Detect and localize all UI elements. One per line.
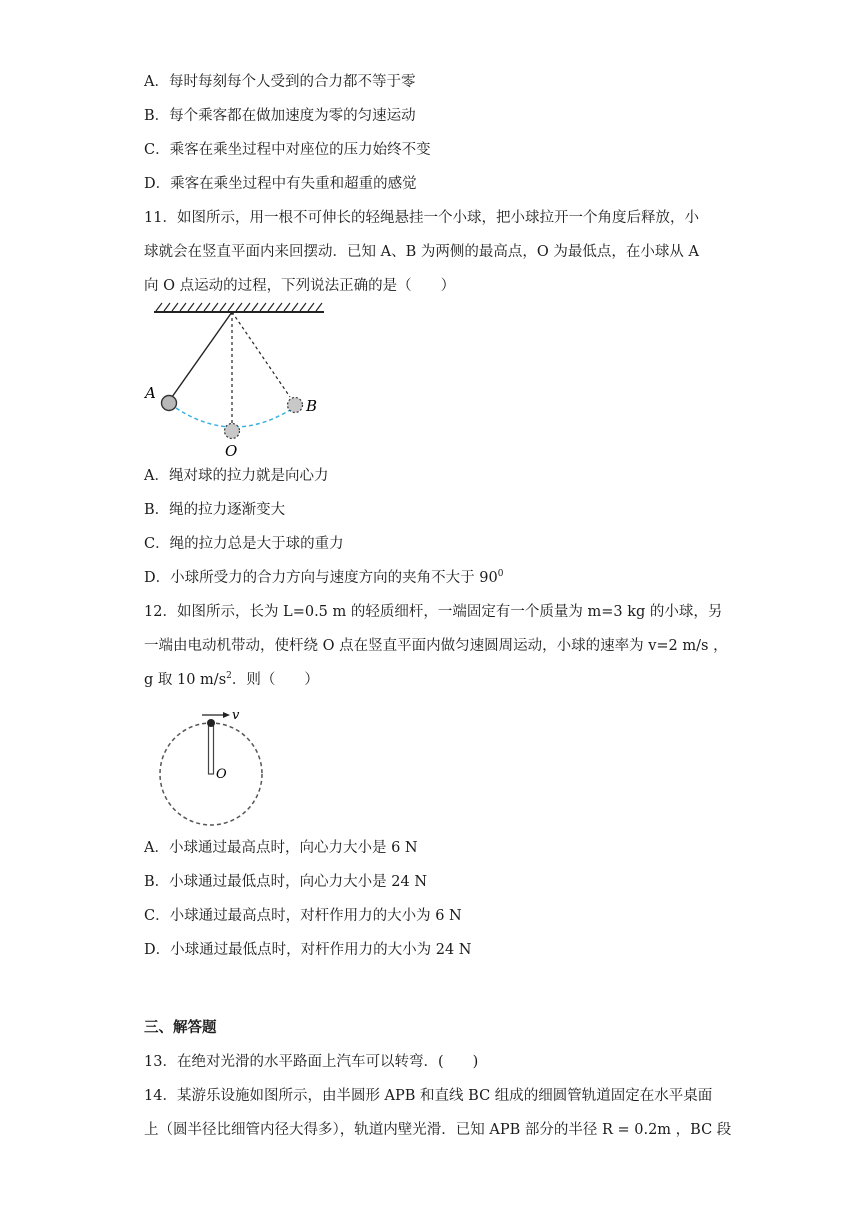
q13-text: 13．在绝对光滑的水平路面上汽车可以转弯．( ): [144, 1054, 479, 1070]
label-o-center: O: [216, 767, 227, 782]
velocity-arrowhead: [223, 712, 230, 718]
q14-stem-line2: 上（圆半径比细管内径大得多），轨道内壁光滑．已知 APB 部分的半径 R = 0.2m ，BC 段: [144, 1122, 732, 1138]
string-to-a: [172, 312, 232, 397]
q12-stem-line1: 12．如图所示，长为 L=0.5 m 的轻质细杆，一端固定有一个质量为 m=3 kg 的小球，另: [144, 604, 723, 620]
ceiling-hatch: [156, 303, 322, 311]
q10-option-b: B．每个乘客都在做加速度为零的匀速运动: [144, 108, 416, 124]
q12-stem-line3-post: ．则（ ）: [231, 672, 319, 688]
ball-b: [288, 398, 303, 413]
pendulum-figure: [140, 300, 340, 465]
q11-stem-line1: 11．如图所示，用一根不可伸长的轻绳悬挂一个小球，把小球拉开一个角度后释放，小: [144, 210, 699, 226]
q11-stem-line2: 球就会在竖直平面内来回摆动．已知 A、B 为两侧的最高点，O 为最低点，在小球从 A: [144, 244, 699, 260]
q12-option-b: B．小球通过最低点时，向心力大小是 24 N: [144, 874, 428, 890]
q12-option-c: C．小球通过最高点时，对杆作用力的大小为 6 N: [144, 908, 462, 924]
q11-option-d: [144, 568, 503, 588]
rod: [209, 723, 214, 774]
q12-stem-line3-pre: g 取 10 m/s: [144, 672, 227, 688]
section-heading: 三、解答题: [144, 1020, 217, 1036]
q10-option-d: D．乘客在乘坐过程中有失重和超重的感觉: [144, 176, 417, 192]
q11-stem-line3: 向 O 点运动的过程，下列说法正确的是（ ）: [144, 278, 456, 294]
q11-option-c: C．绳的拉力总是大于球的重力: [144, 536, 344, 552]
q11-option-b: B．绳的拉力逐渐变大: [144, 502, 286, 518]
q10-option-a: A．每时每刻每个人受到的合力都不等于零: [144, 74, 416, 90]
label-o: O: [225, 442, 238, 460]
q10-option-c: C．乘客在乘坐过程中对座位的压力始终不变: [144, 142, 431, 158]
q12-option-a: A．小球通过最高点时，向心力大小是 6 N: [144, 840, 418, 856]
q11-option-d-text: D．小球所受力的合力方向与速度方向的夹角不大于 90: [144, 570, 498, 586]
ball-o: [225, 424, 240, 439]
degree-superscript: 0: [497, 569, 504, 580]
ball-top: [207, 719, 215, 727]
q12-stem-line2: 一端由电动机带动，使杆绕 O 点在竖直平面内做匀速圆周运动，小球的速率为 v=2 m/s ，: [144, 638, 728, 654]
rod-circle-figure: [150, 700, 280, 830]
string-to-b: [232, 312, 290, 397]
exponent-superscript: 2: [226, 671, 232, 682]
label-b: B: [306, 397, 318, 415]
q11-option-a: A．绳对球的拉力就是向心力: [144, 468, 329, 484]
q12-option-d: D．小球通过最低点时，对杆作用力的大小为 24 N: [144, 942, 472, 958]
q14-stem-line1: 14．某游乐设施如图所示，由半圆形 APB 和直线 BC 组成的细圆管轨道固定在水平桌面: [144, 1088, 713, 1104]
label-v: v: [232, 708, 240, 723]
q12-stem-line3: [144, 670, 319, 690]
ball-a: [162, 396, 177, 411]
label-a: A: [145, 384, 156, 402]
